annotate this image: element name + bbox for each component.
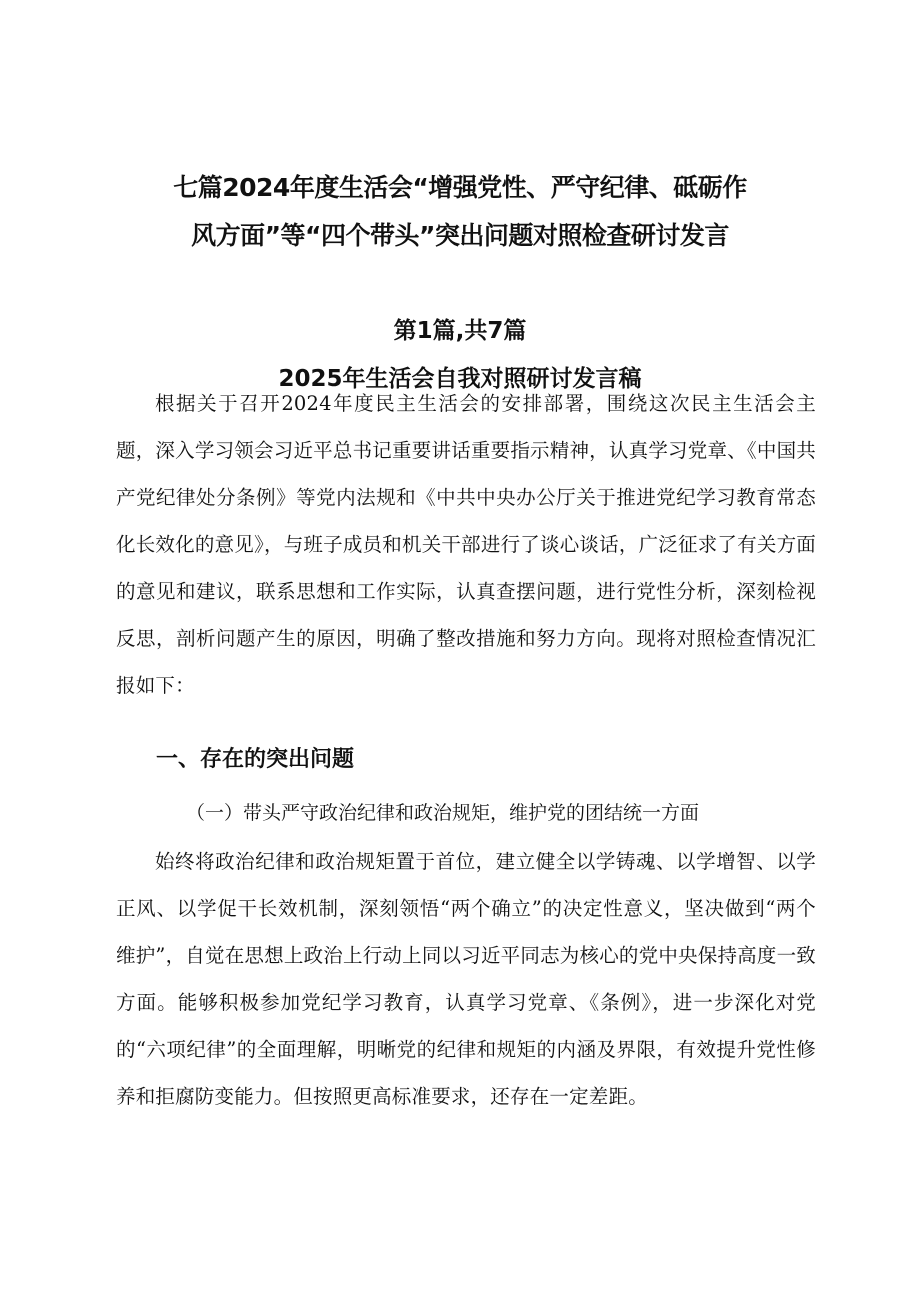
document-title-line-1: 七篇2024年度生活会“增强党性、严守纪律、砥砺作 [173, 173, 747, 202]
intro-paragraph: 根据关于召开2024年度民主生活会的安排部署，围绕这次民主生活会主题，深入学习领会习近平总书记重要讲话重要指示精神，认真学习党章、《中国共产党纪律处分条例》等党内法规和《中共中央办公厅关于推进党纪学习教育常态化长效化的意见》，与班子成员和机关干部进行了谈心谈话，广泛征求了有关方面的意见和建议，联系思想和工作实际，认真查摆问题，进行党性分析，深刻检视反思，剖析问题产生的原因，明确了整改措施和努力方向。现将对照检查情况汇报如下： [116, 392, 816, 697]
section-1-paragraph: 始终将政治纪律和政治规矩置于首位，建立健全以学铸魂、以学增智、以学正风、以学促干长效机制，深刻领悟“两个确立”的决定性意义，坚决做到“两个维护”，自觉在思想上政治上行动上同以习近平同志为核心的党中央保持高度一致方面。能够积极参加党纪学习教育，认真学习党章、《条例》，进一步深化对党的“六项纪律”的全面理解，明晰党的纪律和规矩的内涵及界限，有效提升党性修养和拒腐防变能力。但按照更高标准要求，还存在一定差距。 [116, 850, 816, 1108]
part-label: 第1篇,共7篇 [393, 318, 527, 344]
document-title-line-2: 风方面”等“四个带头”突出问题对照检查研讨发言 [191, 221, 729, 250]
speech-title: 2025年生活会自我对照研讨发言稿 [278, 366, 642, 392]
subsection-heading-1: （一）带头严守政治纪律和政治规矩，维护党的团结统一方面 [186, 802, 700, 824]
section-heading-1: 一、存在的突出问题 [156, 747, 355, 772]
